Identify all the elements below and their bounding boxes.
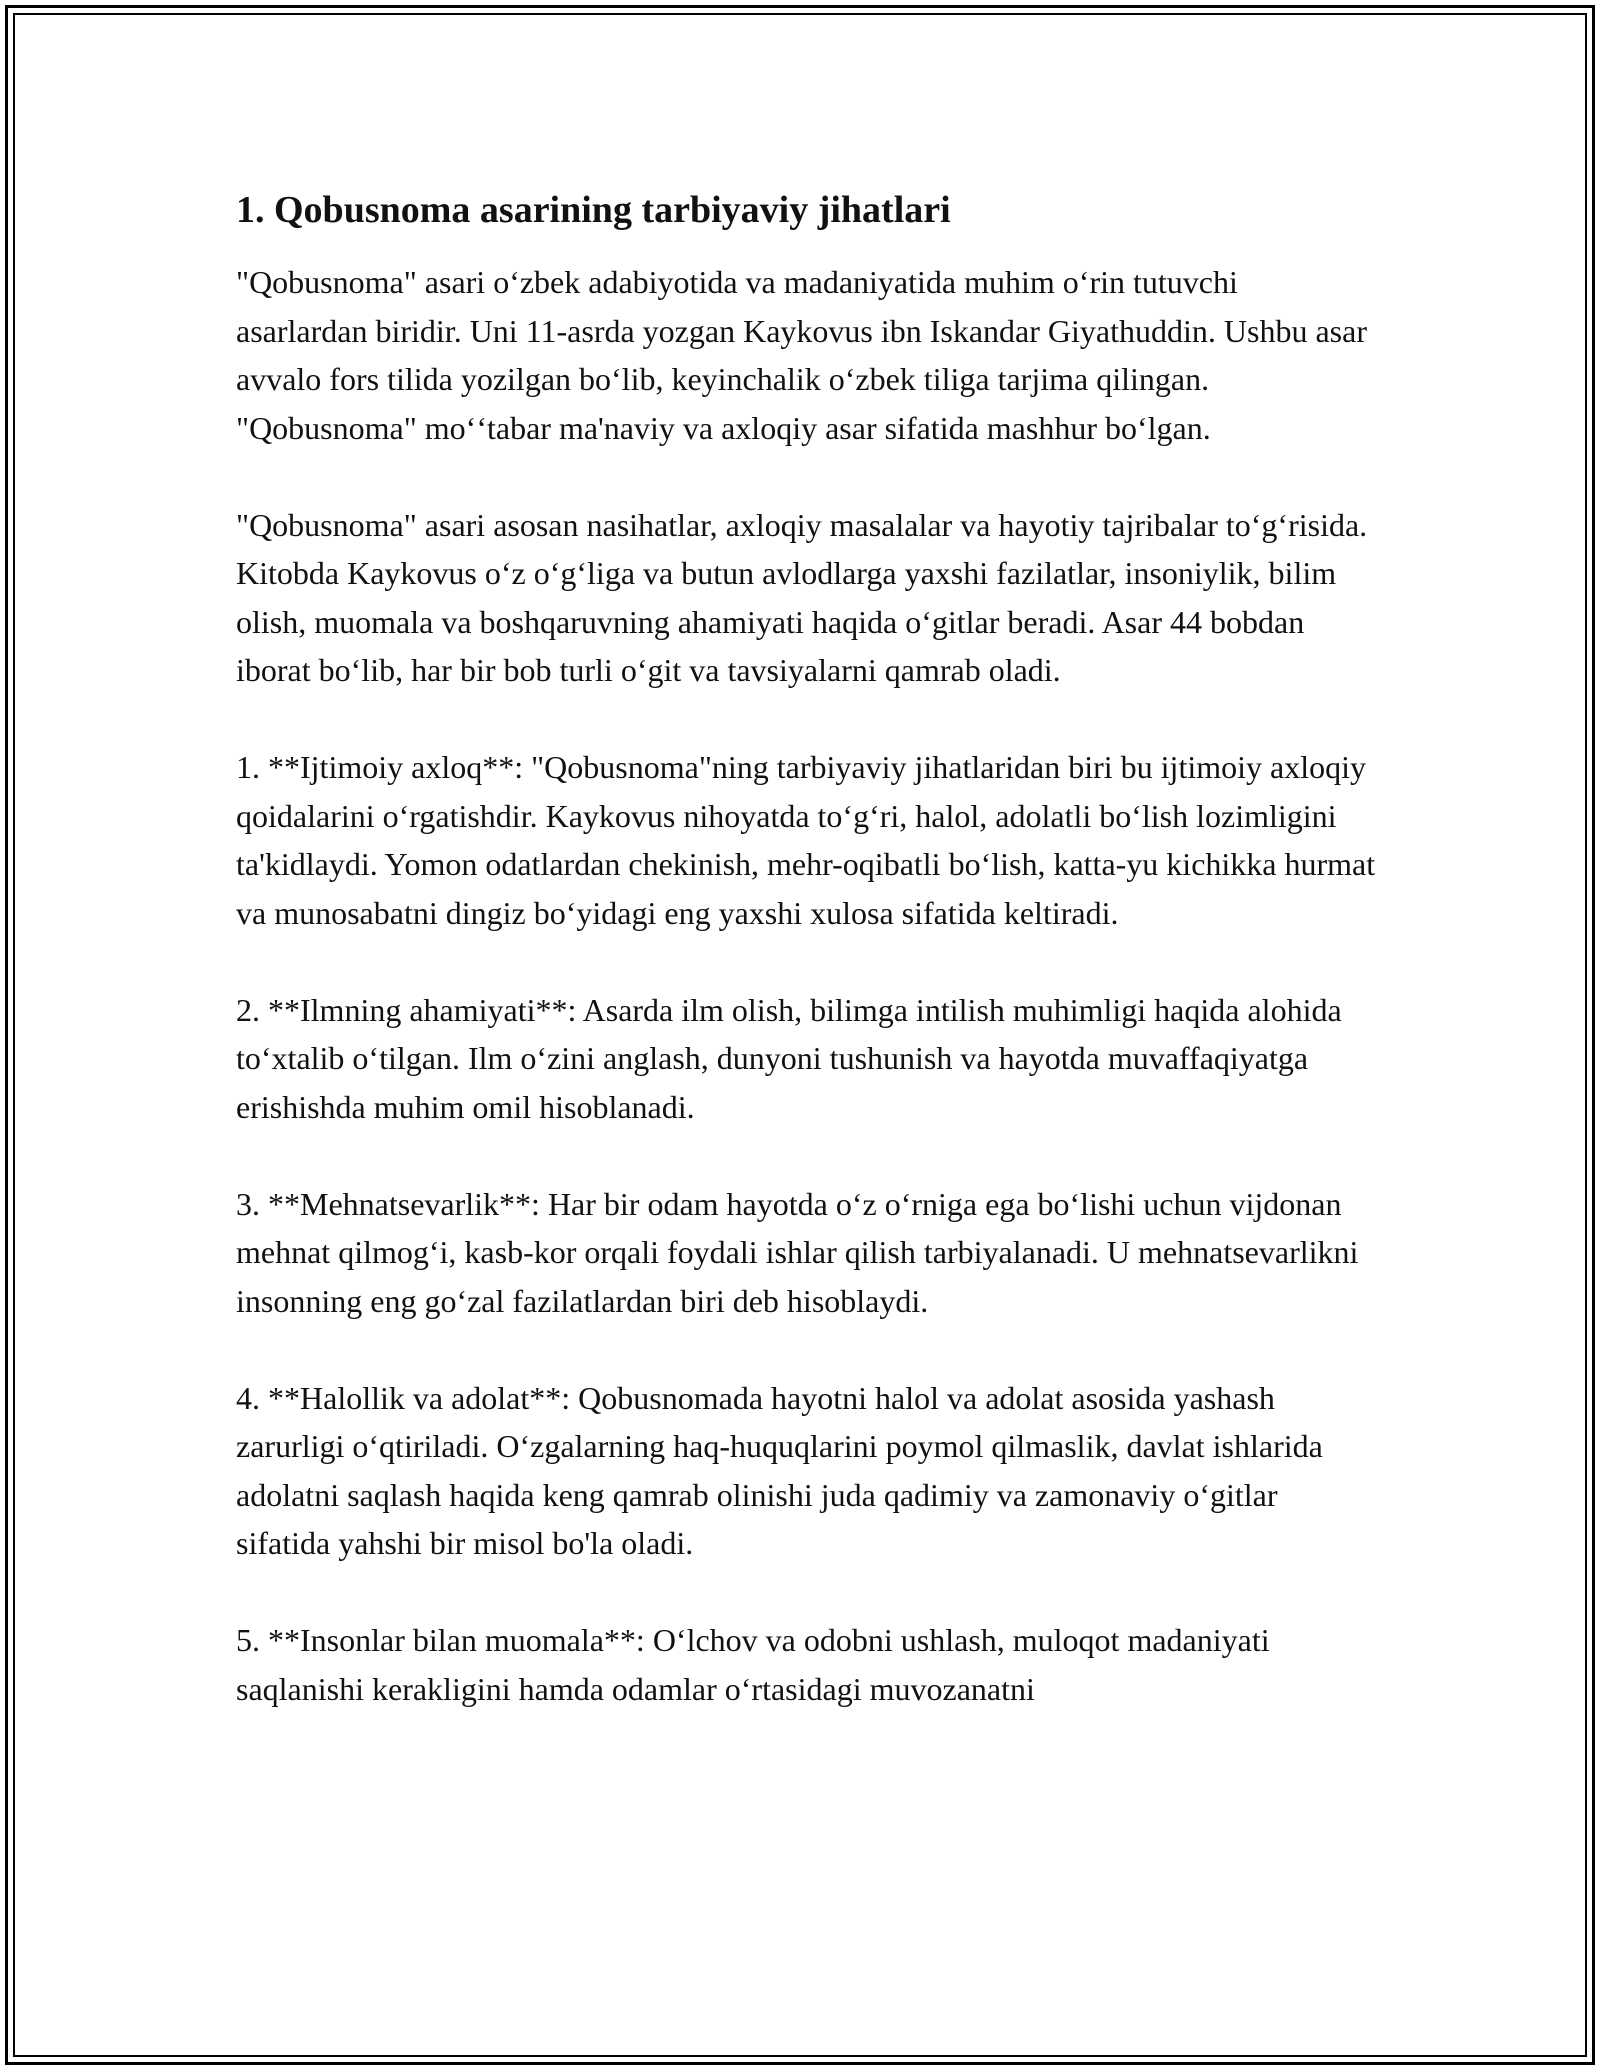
paragraph-intro: "Qobusnoma" asari oʻzbek adabiyotida va madaniyatida muhim oʻrin tutuvchi asarlardan biridir. Uni 11-asrda yozgan Kaykovus ibn Iskandar Giyathuddin. Ushbu asar avvalo fors tilida yozilgan boʻlib, keyinchalik oʻzbek tiliga tarjima qilingan. "Qobusnoma" moʻʻtabar ma'naviy va axloqiy asar sifatida mashhur boʻlgan. <box>236 264 1367 446</box>
paragraph-social-ethics: 1. **Ijtimoiy axloq**: "Qobusnoma"ning tarbiyaviy jihatlaridan biri bu ijtimoiy axloqiy qoidalarini oʻrgatishdir. Kaykovus nihoyatda toʻgʻri, halol, adolatli boʻlish lozimligini ta'kidlaydi. Yomon odatlardan chekinish, mehr-oqibatli boʻlish, katta-yu kichikka hurmat va munosabatni dingiz boʻyidagi eng yaxshi xulosa sifatida keltiradi. <box>236 749 1376 931</box>
document-body <box>236 186 1376 1762</box>
paragraph-knowledge: 2. **Ilmning ahamiyati**: Asarda ilm olish, bilimga intilish muhimligi haqida alohida toʻxtalib oʻtilgan. Ilm oʻzini anglash, dunyoni tushunish va hayotda muvaffaqiyatga erishishda muhim omil hisoblanadi. <box>236 991 1342 1125</box>
document-title: 1. Qobusnoma asarining tarbiyaviy jihatlari <box>236 189 951 231</box>
paragraph-overview: "Qobusnoma" asari asosan nasihatlar, axloqiy masalalar va hayotiy tajribalar toʻgʻrisida. Kitobda Kaykovus oʻz oʻgʻliga va butun avlodlarga yaxshi fazilatlar, insoniylik, bilim olish, muomala va boshqaruvning ahamiyati haqida oʻgitlar beradi. Asar 44 bobdan iborat boʻlib, har bir bob turli oʻgit va tavsiyalarni qamrab oladi. <box>236 506 1368 688</box>
paragraph-relations: 5. **Insonlar bilan muomala**: Oʻlchov va odobni ushlash, muloqot madaniyati saqlanishi kerakligini hamda odamlar oʻrtasidagi muvozanatni <box>236 1622 1270 1707</box>
paragraph-diligence: 3. **Mehnatsevarlik**: Har bir odam hayotda oʻz oʻrniga ega boʻlishi uchun vijdonan mehnat qilmogʻi, kasb-kor orqali foydali ishlar qilish tarbiyalanadi. U mehnatsevarlikni insonning eng goʻzal fazilatlardan biri deb hisoblaydi. <box>236 1185 1359 1319</box>
paragraph-honesty-justice: 4. **Halollik va adolat**: Qobusnomada hayotni halol va adolat asosida yashash zarurligi oʻqtiriladi. Oʻzgalarning haq-huquqlarini poymol qilmaslik, davlat ishlarida adolatni saqlash haqida keng qamrab olinishi juda qadimiy va zamonaviy oʻgitlar sifatida yahshi bir misol bo'la oladi. <box>236 1379 1323 1561</box>
